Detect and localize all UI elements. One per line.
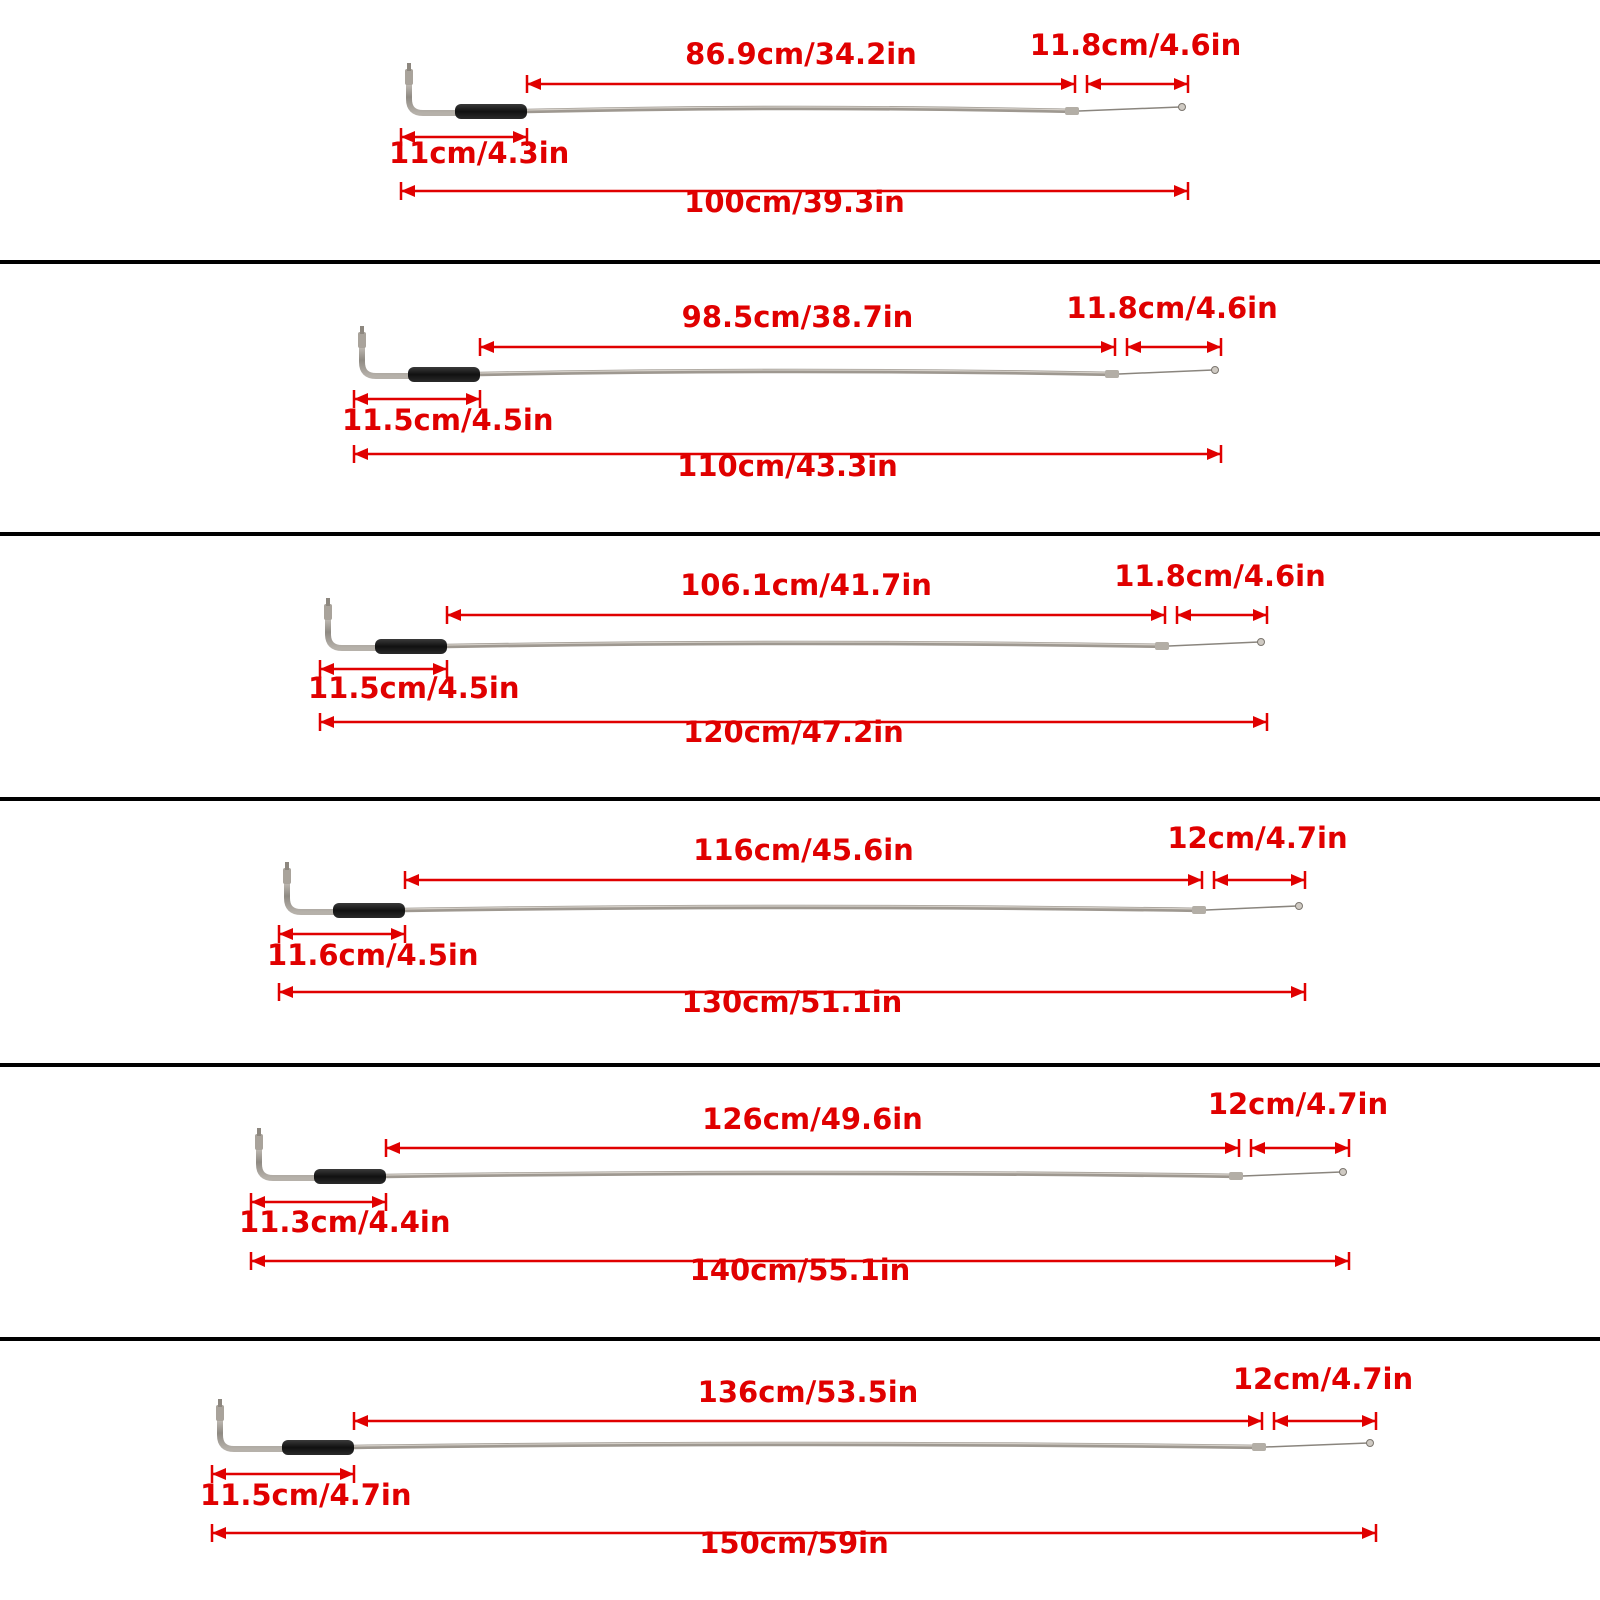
inner-wire	[1079, 107, 1180, 111]
total-length-label: 120cm/47.2in	[683, 715, 904, 749]
arrowhead-right-icon	[1335, 1142, 1349, 1154]
end-length-dimension	[1251, 1139, 1349, 1157]
panel-divider	[0, 532, 1600, 536]
arrowhead-right-icon	[1207, 448, 1221, 460]
cable-illustration	[283, 862, 1303, 918]
panel-divider	[0, 1063, 1600, 1067]
ferrule	[1105, 370, 1119, 378]
threaded-tip-icon	[324, 604, 332, 620]
sheath-length-label: 126cm/49.6in	[702, 1102, 923, 1136]
cable-panel-1	[389, 28, 1241, 219]
end-length-dimension	[1127, 338, 1221, 356]
wire-end-ball-icon	[1296, 903, 1303, 910]
total-length-label: 100cm/39.3in	[684, 185, 905, 219]
arrowhead-left-icon	[320, 716, 334, 728]
arrowhead-right-icon	[1253, 609, 1267, 621]
cable-panel-2	[342, 291, 1278, 483]
black-grip	[282, 1440, 354, 1455]
black-grip	[455, 104, 527, 119]
arrowhead-left-icon	[405, 874, 419, 886]
wire-end-ball-icon	[1258, 639, 1265, 646]
arrowhead-right-icon	[1362, 1415, 1376, 1427]
bent-rod	[409, 81, 457, 113]
sheath-length-dimension	[386, 1139, 1239, 1157]
arrowhead-left-icon	[212, 1527, 226, 1539]
threaded-tip-icon	[358, 332, 366, 348]
panel-divider	[0, 1337, 1600, 1341]
total-length-label: 130cm/51.1in	[681, 985, 903, 1019]
inner-wire	[1243, 1172, 1341, 1176]
cable-illustration	[405, 63, 1186, 119]
inner-wire	[1169, 642, 1259, 646]
wire-end-ball-icon	[1212, 367, 1219, 374]
panel-divider	[0, 260, 1600, 264]
end-length-dimension	[1274, 1412, 1376, 1430]
ferrule	[1229, 1172, 1243, 1180]
cable-illustration	[358, 326, 1219, 382]
arrowhead-left-icon	[1214, 874, 1228, 886]
end-length-label: 12cm/4.7in	[1167, 821, 1348, 855]
cable-panel-5	[239, 1087, 1388, 1287]
black-grip	[314, 1169, 386, 1184]
end-length-label: 11.8cm/4.6in	[1114, 559, 1326, 593]
inner-wire	[1206, 906, 1297, 910]
end-length-dimension	[1177, 606, 1267, 624]
arrowhead-left-icon	[251, 1255, 265, 1267]
bent-rod	[220, 1417, 284, 1449]
handle-length-label: 11cm/4.3in	[389, 136, 570, 170]
sheath-length-label: 86.9cm/34.2in	[685, 37, 917, 71]
arrowhead-left-icon	[354, 448, 368, 460]
cable-illustration	[324, 598, 1265, 654]
inner-wire	[1119, 370, 1213, 374]
total-length-label: 140cm/55.1in	[689, 1253, 911, 1287]
wire-end-ball-icon	[1340, 1169, 1347, 1176]
arrowhead-right-icon	[1335, 1255, 1349, 1267]
handle-length-label: 11.5cm/4.5in	[308, 671, 520, 705]
arrowhead-right-icon	[1151, 609, 1165, 621]
black-grip	[333, 903, 405, 918]
ferrule	[1192, 906, 1206, 914]
arrowhead-right-icon	[1248, 1415, 1262, 1427]
sheath-length-label: 98.5cm/38.7in	[681, 300, 914, 334]
end-length-label: 11.8cm/4.6in	[1066, 291, 1278, 325]
arrowhead-right-icon	[1101, 341, 1115, 353]
bent-rod	[328, 616, 377, 648]
total-length-label: 110cm/43.3in	[677, 449, 898, 483]
cable-panel-6	[200, 1362, 1413, 1560]
arrowhead-left-icon	[354, 1415, 368, 1427]
sheath-length-label: 116cm/45.6in	[693, 833, 914, 867]
end-length-label: 12cm/4.7in	[1207, 1087, 1389, 1121]
arrowhead-left-icon	[386, 1142, 400, 1154]
arrowhead-right-icon	[1253, 716, 1267, 728]
arrowhead-right-icon	[1291, 986, 1305, 998]
end-length-label: 12cm/4.7in	[1232, 1362, 1414, 1396]
arrowhead-left-icon	[1127, 341, 1141, 353]
arrowhead-left-icon	[1251, 1142, 1265, 1154]
threaded-tip-icon	[283, 868, 291, 884]
sheath-length-dimension	[527, 75, 1075, 93]
arrowhead-left-icon	[447, 609, 461, 621]
bent-rod	[287, 880, 335, 912]
ferrule	[1155, 642, 1169, 650]
threaded-tip-icon	[216, 1405, 224, 1421]
handle-length-label: 11.3cm/4.4in	[239, 1205, 451, 1239]
arrowhead-right-icon	[1174, 78, 1188, 90]
cable-illustration	[255, 1128, 1347, 1184]
end-length-label: 11.8cm/4.6in	[1029, 28, 1242, 62]
panel-divider	[0, 797, 1600, 801]
sheath-length-dimension	[354, 1412, 1262, 1430]
wire-end-ball-icon	[1179, 104, 1186, 111]
arrowhead-left-icon	[1177, 609, 1191, 621]
bent-rod	[362, 344, 410, 376]
arrowhead-right-icon	[1291, 874, 1305, 886]
end-length-dimension	[1214, 871, 1305, 889]
arrowhead-left-icon	[480, 341, 494, 353]
arrowhead-left-icon	[527, 78, 541, 90]
ferrule	[1065, 107, 1079, 115]
ferrule	[1252, 1443, 1266, 1451]
black-grip	[408, 367, 480, 382]
handle-length-label: 11.5cm/4.7in	[200, 1478, 412, 1512]
arrowhead-right-icon	[1207, 341, 1221, 353]
arrowhead-right-icon	[1174, 185, 1188, 197]
threaded-tip-icon	[255, 1134, 263, 1150]
arrowhead-left-icon	[1274, 1415, 1288, 1427]
arrowhead-right-icon	[1061, 78, 1075, 90]
arrowhead-right-icon	[1188, 874, 1202, 886]
handle-length-label: 11.5cm/4.5in	[342, 403, 554, 437]
sheath-length-dimension	[405, 871, 1202, 889]
total-length-label: 150cm/59in	[699, 1526, 889, 1560]
arrowhead-left-icon	[401, 185, 415, 197]
black-grip	[375, 639, 447, 654]
arrowhead-right-icon	[1225, 1142, 1239, 1154]
cable-panel-3	[308, 559, 1326, 749]
sheath-length-dimension	[447, 606, 1165, 624]
arrowhead-left-icon	[1087, 78, 1101, 90]
inner-wire	[1266, 1443, 1368, 1447]
cable-panel-4	[267, 821, 1348, 1019]
bent-rod	[259, 1146, 316, 1178]
sheath-length-label: 106.1cm/41.7in	[680, 568, 932, 602]
end-length-dimension	[1087, 75, 1188, 93]
sheath-length-label: 136cm/53.5in	[697, 1375, 919, 1409]
sheath-length-dimension	[480, 338, 1115, 356]
wire-end-ball-icon	[1367, 1440, 1374, 1447]
arrowhead-left-icon	[279, 986, 293, 998]
handle-length-label: 11.6cm/4.5in	[267, 938, 479, 972]
threaded-tip-icon	[405, 69, 413, 85]
arrowhead-right-icon	[1362, 1527, 1376, 1539]
